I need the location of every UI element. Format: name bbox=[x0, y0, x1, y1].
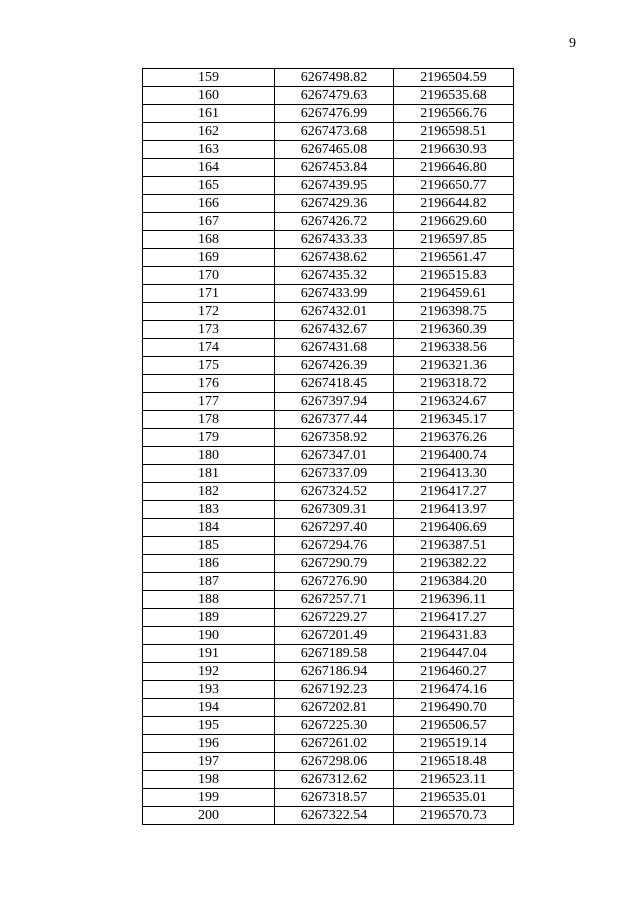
y-coordinate-cell: 2196382.22 bbox=[394, 555, 514, 573]
y-coordinate-cell: 2196460.27 bbox=[394, 663, 514, 681]
x-coordinate-cell: 6267453.84 bbox=[275, 159, 394, 177]
point-number-cell: 164 bbox=[143, 159, 275, 177]
table-row bbox=[143, 393, 514, 411]
x-coordinate-cell: 6267189.58 bbox=[275, 645, 394, 663]
x-coordinate-cell: 6267377.44 bbox=[275, 411, 394, 429]
point-number-cell: 169 bbox=[143, 249, 275, 267]
point-number-cell: 170 bbox=[143, 267, 275, 285]
x-coordinate-cell: 6267257.71 bbox=[275, 591, 394, 609]
table-row bbox=[143, 501, 514, 519]
point-number-cell: 177 bbox=[143, 393, 275, 411]
point-number-cell: 197 bbox=[143, 753, 275, 771]
y-coordinate-cell: 2196376.26 bbox=[394, 429, 514, 447]
x-coordinate-cell: 6267229.27 bbox=[275, 609, 394, 627]
x-coordinate-cell: 6267337.09 bbox=[275, 465, 394, 483]
x-coordinate-cell: 6267347.01 bbox=[275, 447, 394, 465]
point-number-cell: 198 bbox=[143, 771, 275, 789]
table-row bbox=[143, 411, 514, 429]
point-number-cell: 195 bbox=[143, 717, 275, 735]
y-coordinate-cell: 2196345.17 bbox=[394, 411, 514, 429]
y-coordinate-cell: 2196321.36 bbox=[394, 357, 514, 375]
table-row bbox=[143, 213, 514, 231]
coordinates-table bbox=[142, 68, 514, 825]
point-number-cell: 183 bbox=[143, 501, 275, 519]
table-row bbox=[143, 141, 514, 159]
point-number-cell: 193 bbox=[143, 681, 275, 699]
x-coordinate-cell: 6267309.31 bbox=[275, 501, 394, 519]
point-number-cell: 200 bbox=[143, 807, 275, 825]
point-number-cell: 190 bbox=[143, 627, 275, 645]
point-number-cell: 167 bbox=[143, 213, 275, 231]
table-row bbox=[143, 627, 514, 645]
point-number-cell: 184 bbox=[143, 519, 275, 537]
table-row bbox=[143, 87, 514, 105]
y-coordinate-cell: 2196535.01 bbox=[394, 789, 514, 807]
x-coordinate-cell: 6267465.08 bbox=[275, 141, 394, 159]
x-coordinate-cell: 6267479.63 bbox=[275, 87, 394, 105]
y-coordinate-cell: 2196515.83 bbox=[394, 267, 514, 285]
y-coordinate-cell: 2196650.77 bbox=[394, 177, 514, 195]
x-coordinate-cell: 6267431.68 bbox=[275, 339, 394, 357]
table-row bbox=[143, 591, 514, 609]
y-coordinate-cell: 2196561.47 bbox=[394, 249, 514, 267]
table-row bbox=[143, 177, 514, 195]
point-number-cell: 162 bbox=[143, 123, 275, 141]
table-row bbox=[143, 357, 514, 375]
point-number-cell: 161 bbox=[143, 105, 275, 123]
table-row bbox=[143, 753, 514, 771]
y-coordinate-cell: 2196384.20 bbox=[394, 573, 514, 591]
y-coordinate-cell: 2196459.61 bbox=[394, 285, 514, 303]
point-number-cell: 188 bbox=[143, 591, 275, 609]
y-coordinate-cell: 2196490.70 bbox=[394, 699, 514, 717]
table-row bbox=[143, 789, 514, 807]
point-number-cell: 179 bbox=[143, 429, 275, 447]
x-coordinate-cell: 6267192.23 bbox=[275, 681, 394, 699]
table-row bbox=[143, 465, 514, 483]
y-coordinate-cell: 2196506.57 bbox=[394, 717, 514, 735]
x-coordinate-cell: 6267297.40 bbox=[275, 519, 394, 537]
point-number-cell: 180 bbox=[143, 447, 275, 465]
x-coordinate-cell: 6267312.62 bbox=[275, 771, 394, 789]
x-coordinate-cell: 6267473.68 bbox=[275, 123, 394, 141]
point-number-cell: 192 bbox=[143, 663, 275, 681]
x-coordinate-cell: 6267290.79 bbox=[275, 555, 394, 573]
x-coordinate-cell: 6267439.95 bbox=[275, 177, 394, 195]
point-number-cell: 186 bbox=[143, 555, 275, 573]
table-row bbox=[143, 663, 514, 681]
table-row bbox=[143, 555, 514, 573]
x-coordinate-cell: 6267294.76 bbox=[275, 537, 394, 555]
table-row bbox=[143, 735, 514, 753]
x-coordinate-cell: 6267276.90 bbox=[275, 573, 394, 591]
x-coordinate-cell: 6267358.92 bbox=[275, 429, 394, 447]
table-row bbox=[143, 195, 514, 213]
x-coordinate-cell: 6267322.54 bbox=[275, 807, 394, 825]
table-row bbox=[143, 267, 514, 285]
y-coordinate-cell: 2196396.11 bbox=[394, 591, 514, 609]
y-coordinate-cell: 2196535.68 bbox=[394, 87, 514, 105]
x-coordinate-cell: 6267432.01 bbox=[275, 303, 394, 321]
x-coordinate-cell: 6267418.45 bbox=[275, 375, 394, 393]
y-coordinate-cell: 2196598.51 bbox=[394, 123, 514, 141]
x-coordinate-cell: 6267298.06 bbox=[275, 753, 394, 771]
table-row bbox=[143, 537, 514, 555]
table-row bbox=[143, 429, 514, 447]
point-number-cell: 187 bbox=[143, 573, 275, 591]
y-coordinate-cell: 2196518.48 bbox=[394, 753, 514, 771]
table-row bbox=[143, 375, 514, 393]
point-number-cell: 175 bbox=[143, 357, 275, 375]
y-coordinate-cell: 2196474.16 bbox=[394, 681, 514, 699]
point-number-cell: 172 bbox=[143, 303, 275, 321]
y-coordinate-cell: 2196413.97 bbox=[394, 501, 514, 519]
coordinates-table-body bbox=[143, 69, 514, 825]
y-coordinate-cell: 2196523.11 bbox=[394, 771, 514, 789]
x-coordinate-cell: 6267438.62 bbox=[275, 249, 394, 267]
y-coordinate-cell: 2196646.80 bbox=[394, 159, 514, 177]
point-number-cell: 196 bbox=[143, 735, 275, 753]
y-coordinate-cell: 2196417.27 bbox=[394, 609, 514, 627]
y-coordinate-cell: 2196387.51 bbox=[394, 537, 514, 555]
y-coordinate-cell: 2196400.74 bbox=[394, 447, 514, 465]
point-number-cell: 165 bbox=[143, 177, 275, 195]
x-coordinate-cell: 6267324.52 bbox=[275, 483, 394, 501]
y-coordinate-cell: 2196318.72 bbox=[394, 375, 514, 393]
y-coordinate-cell: 2196644.82 bbox=[394, 195, 514, 213]
table-row bbox=[143, 69, 514, 87]
x-coordinate-cell: 6267433.99 bbox=[275, 285, 394, 303]
point-number-cell: 191 bbox=[143, 645, 275, 663]
point-number-cell: 173 bbox=[143, 321, 275, 339]
x-coordinate-cell: 6267426.72 bbox=[275, 213, 394, 231]
y-coordinate-cell: 2196398.75 bbox=[394, 303, 514, 321]
table-row bbox=[143, 681, 514, 699]
point-number-cell: 199 bbox=[143, 789, 275, 807]
table-row bbox=[143, 807, 514, 825]
point-number-cell: 194 bbox=[143, 699, 275, 717]
y-coordinate-cell: 2196338.56 bbox=[394, 339, 514, 357]
table-row bbox=[143, 321, 514, 339]
table-row bbox=[143, 249, 514, 267]
point-number-cell: 160 bbox=[143, 87, 275, 105]
point-number-cell: 181 bbox=[143, 465, 275, 483]
y-coordinate-cell: 2196417.27 bbox=[394, 483, 514, 501]
y-coordinate-cell: 2196431.83 bbox=[394, 627, 514, 645]
point-number-cell: 178 bbox=[143, 411, 275, 429]
point-number-cell: 174 bbox=[143, 339, 275, 357]
y-coordinate-cell: 2196629.60 bbox=[394, 213, 514, 231]
table-row bbox=[143, 447, 514, 465]
y-coordinate-cell: 2196360.39 bbox=[394, 321, 514, 339]
table-row bbox=[143, 303, 514, 321]
x-coordinate-cell: 6267261.02 bbox=[275, 735, 394, 753]
y-coordinate-cell: 2196447.04 bbox=[394, 645, 514, 663]
point-number-cell: 166 bbox=[143, 195, 275, 213]
table-row bbox=[143, 339, 514, 357]
table-row bbox=[143, 573, 514, 591]
y-coordinate-cell: 2196519.14 bbox=[394, 735, 514, 753]
table-row bbox=[143, 645, 514, 663]
y-coordinate-cell: 2196570.73 bbox=[394, 807, 514, 825]
x-coordinate-cell: 6267186.94 bbox=[275, 663, 394, 681]
x-coordinate-cell: 6267435.32 bbox=[275, 267, 394, 285]
page-number: 9 bbox=[569, 36, 576, 51]
x-coordinate-cell: 6267201.49 bbox=[275, 627, 394, 645]
x-coordinate-cell: 6267426.39 bbox=[275, 357, 394, 375]
table-row bbox=[143, 105, 514, 123]
x-coordinate-cell: 6267476.99 bbox=[275, 105, 394, 123]
x-coordinate-cell: 6267225.30 bbox=[275, 717, 394, 735]
y-coordinate-cell: 2196597.85 bbox=[394, 231, 514, 249]
x-coordinate-cell: 6267432.67 bbox=[275, 321, 394, 339]
y-coordinate-cell: 2196504.59 bbox=[394, 69, 514, 87]
x-coordinate-cell: 6267397.94 bbox=[275, 393, 394, 411]
y-coordinate-cell: 2196566.76 bbox=[394, 105, 514, 123]
table-row bbox=[143, 159, 514, 177]
y-coordinate-cell: 2196413.30 bbox=[394, 465, 514, 483]
y-coordinate-cell: 2196630.93 bbox=[394, 141, 514, 159]
point-number-cell: 163 bbox=[143, 141, 275, 159]
table-row bbox=[143, 717, 514, 735]
point-number-cell: 171 bbox=[143, 285, 275, 303]
table-row bbox=[143, 123, 514, 141]
table-row bbox=[143, 609, 514, 627]
x-coordinate-cell: 6267318.57 bbox=[275, 789, 394, 807]
x-coordinate-cell: 6267429.36 bbox=[275, 195, 394, 213]
table-row bbox=[143, 231, 514, 249]
table-row bbox=[143, 771, 514, 789]
table-row bbox=[143, 519, 514, 537]
x-coordinate-cell: 6267433.33 bbox=[275, 231, 394, 249]
point-number-cell: 185 bbox=[143, 537, 275, 555]
point-number-cell: 189 bbox=[143, 609, 275, 627]
point-number-cell: 168 bbox=[143, 231, 275, 249]
table-row bbox=[143, 483, 514, 501]
point-number-cell: 176 bbox=[143, 375, 275, 393]
table-row bbox=[143, 699, 514, 717]
x-coordinate-cell: 6267202.81 bbox=[275, 699, 394, 717]
point-number-cell: 182 bbox=[143, 483, 275, 501]
point-number-cell: 159 bbox=[143, 69, 275, 87]
y-coordinate-cell: 2196406.69 bbox=[394, 519, 514, 537]
x-coordinate-cell: 6267498.82 bbox=[275, 69, 394, 87]
y-coordinate-cell: 2196324.67 bbox=[394, 393, 514, 411]
table-row bbox=[143, 285, 514, 303]
